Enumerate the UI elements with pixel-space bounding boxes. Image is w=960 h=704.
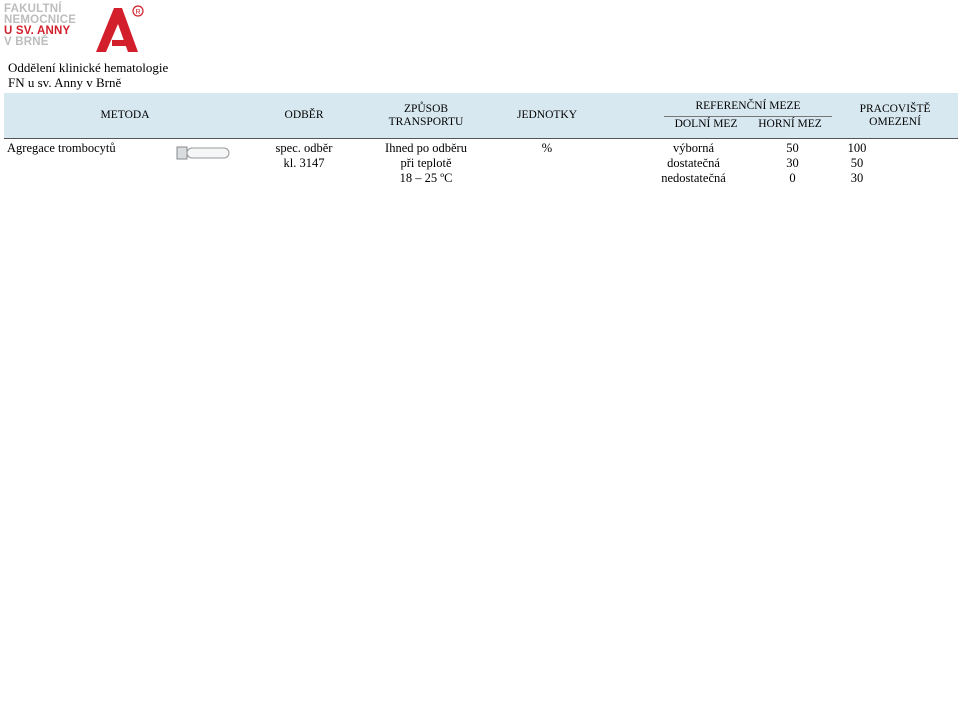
row-dolni bbox=[756, 139, 832, 203]
header-zpusob-line1: ZPŮSOB bbox=[403, 102, 449, 115]
header-zpusob-line2: TRANSPORTU bbox=[388, 115, 464, 128]
header-metoda: METODA bbox=[4, 93, 246, 139]
row-odber bbox=[246, 139, 362, 203]
horni-value: 30 bbox=[850, 171, 864, 185]
department-line2: FN u sv. Anny v Brně bbox=[8, 75, 122, 90]
header-pracoviste-line2: OMEZENÍ bbox=[869, 115, 921, 128]
dolni-value: 50 bbox=[786, 141, 799, 155]
odber-line: kl. 3147 bbox=[283, 156, 325, 170]
dolni-value: 30 bbox=[786, 156, 799, 170]
row-horni-omezeni bbox=[832, 139, 958, 203]
logo-line3: U SV. ANNY bbox=[4, 25, 71, 37]
logo-text bbox=[4, 4, 76, 48]
horni-col bbox=[832, 141, 882, 186]
ref-text-line: výborná bbox=[673, 141, 714, 155]
header-ref-title: REFERENČNÍ MEZE bbox=[695, 100, 801, 112]
row-tube bbox=[160, 139, 246, 203]
ref-text-line: nedostatečná bbox=[661, 171, 726, 185]
header-dolni-mez: DOLNÍ MEZ bbox=[674, 118, 738, 130]
header-jednotky: JEDNOTKY bbox=[490, 93, 604, 139]
horni-value: 100 bbox=[847, 141, 867, 155]
row-ref-text bbox=[604, 139, 756, 203]
horni-value: 50 bbox=[850, 156, 864, 170]
row-transport bbox=[362, 139, 490, 203]
logo-line4: V BRNĚ bbox=[4, 36, 49, 48]
logo-mark-icon bbox=[86, 2, 148, 54]
transport-line: Ihned po odběru bbox=[385, 141, 467, 155]
header-ref-meze bbox=[604, 93, 832, 139]
odber-line: spec. odběr bbox=[275, 141, 333, 155]
department-title bbox=[8, 60, 168, 90]
department-line1: Oddělení klinické hematologie bbox=[8, 60, 169, 75]
table-header-row bbox=[4, 93, 958, 139]
transport-line: při teplotě bbox=[400, 156, 452, 170]
row-jednotky: % bbox=[541, 141, 553, 155]
logo-line1: FAKULTNÍ bbox=[4, 3, 62, 15]
header-ref-sub bbox=[664, 116, 832, 131]
clear-tube-icon bbox=[175, 141, 231, 165]
header-horni-mez: HORNÍ MEZ bbox=[758, 118, 822, 130]
table-row bbox=[4, 139, 958, 203]
header-zpusob bbox=[362, 93, 490, 139]
dolni-value: 0 bbox=[789, 171, 796, 185]
header-pracoviste bbox=[832, 93, 958, 139]
header-odber: ODBĚR bbox=[246, 93, 362, 139]
registered-mark: R bbox=[135, 9, 141, 16]
hospital-logo bbox=[4, 2, 154, 56]
ref-text-line: dostatečná bbox=[667, 156, 720, 170]
row-metoda: Agregace trombocytů bbox=[7, 141, 116, 155]
methods-table bbox=[4, 93, 958, 203]
logo-line2: NEMOCNICE bbox=[4, 14, 77, 26]
header-pracoviste-line1: PRACOVIŠTĚ bbox=[859, 102, 931, 115]
transport-line: 18 – 25 ºC bbox=[399, 171, 453, 185]
